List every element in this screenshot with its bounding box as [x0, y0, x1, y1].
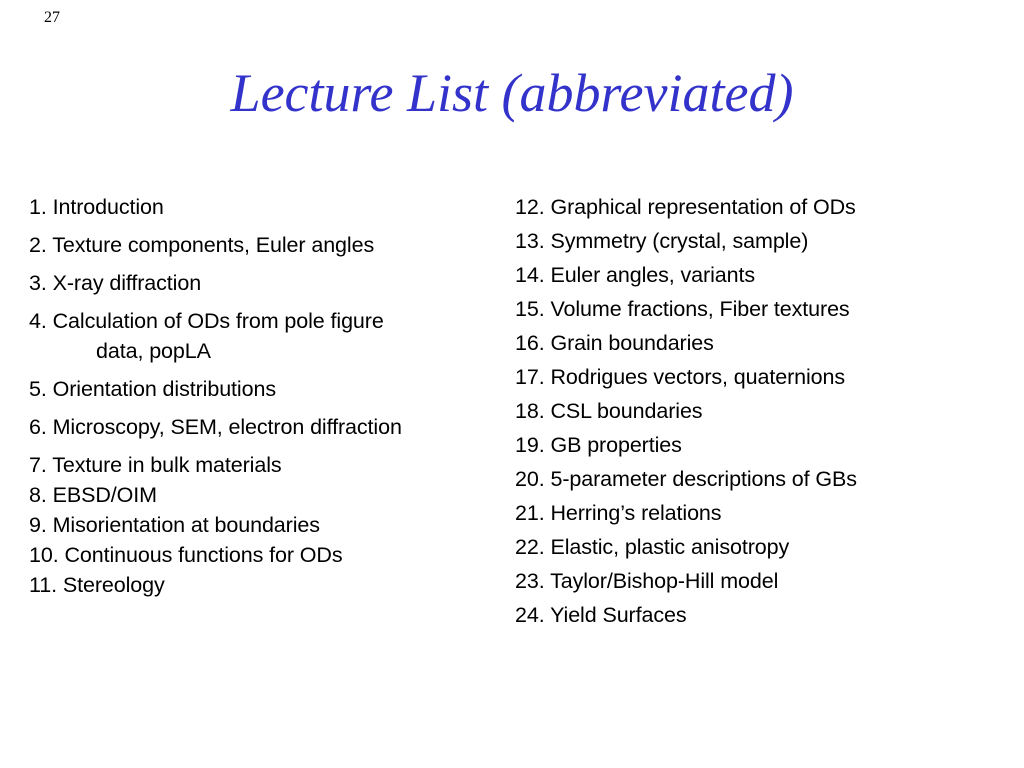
lecture-item-text: 19. GB properties	[515, 433, 682, 457]
lecture-item	[515, 496, 1015, 530]
lecture-item	[515, 530, 1015, 564]
lecture-item-text: 11. Stereology	[29, 573, 165, 597]
lecture-item-text: 8. EBSD/OIM	[29, 483, 157, 507]
lecture-item-text: 21. Herring’s relations	[515, 501, 722, 525]
slide-title: Lecture List (abbreviated)	[230, 63, 794, 123]
lecture-list-right	[515, 190, 1015, 632]
lecture-item-text: 10. Continuous functions for ODs	[29, 543, 343, 567]
lecture-item	[29, 510, 509, 540]
lecture-item	[515, 326, 1015, 360]
lecture-item-text: 12. Graphical representation of ODs	[515, 195, 856, 219]
lecture-item	[515, 292, 1015, 326]
lecture-item	[29, 374, 509, 404]
lecture-item	[515, 598, 1015, 632]
lecture-item	[29, 268, 509, 298]
lecture-item-text: 2. Texture components, Euler angles	[29, 233, 375, 257]
lecture-item	[515, 360, 1015, 394]
lecture-item	[29, 192, 509, 222]
lecture-item-text: 22. Elastic, plastic anisotropy	[515, 535, 790, 559]
lecture-item	[515, 428, 1015, 462]
lecture-item	[29, 540, 509, 570]
lecture-item-text: 3. X-ray diffraction	[29, 271, 202, 295]
lecture-item	[515, 462, 1015, 496]
lecture-item	[29, 480, 509, 510]
lecture-item-text: 9. Misorientation at boundaries	[29, 513, 320, 537]
slide-number: 27	[44, 9, 60, 26]
lecture-item-continuation: data, popLA	[96, 339, 211, 363]
lecture-item-text: 14. Euler angles, variants	[515, 263, 756, 287]
lecture-item-text: 16. Grain boundaries	[515, 331, 714, 355]
lecture-item-text: 20. 5-parameter descriptions of GBs	[515, 467, 857, 491]
lecture-item	[29, 570, 509, 600]
lecture-item-text: 15. Volume fractions, Fiber textures	[515, 297, 850, 321]
lecture-item	[515, 564, 1015, 598]
lecture-item	[29, 412, 509, 442]
lecture-item	[515, 224, 1015, 258]
lecture-item-text: 24. Yield Surfaces	[515, 603, 687, 627]
lecture-item-text: 23. Taylor/Bishop-Hill model	[515, 569, 779, 593]
lecture-item	[515, 394, 1015, 428]
lecture-item	[29, 230, 509, 260]
lecture-item	[29, 450, 509, 480]
lecture-item-text: 13. Symmetry (crystal, sample)	[515, 229, 809, 253]
lecture-item-text: 6. Microscopy, SEM, electron diffraction	[29, 415, 402, 439]
lecture-item-text: 17. Rodrigues vectors, quaternions	[515, 365, 846, 389]
lecture-item-text: 5. Orientation distributions	[29, 377, 276, 401]
lecture-item-text: 18. CSL boundaries	[515, 399, 703, 423]
lecture-item	[515, 190, 1015, 224]
lecture-item-text: 1. Introduction	[29, 195, 164, 219]
lecture-item-text: 7. Texture in bulk materials	[29, 453, 282, 477]
lecture-list-left	[29, 192, 509, 600]
lecture-item-text: 4. Calculation of ODs from pole figure	[29, 309, 384, 333]
lecture-item	[29, 306, 509, 366]
lecture-item	[515, 258, 1015, 292]
